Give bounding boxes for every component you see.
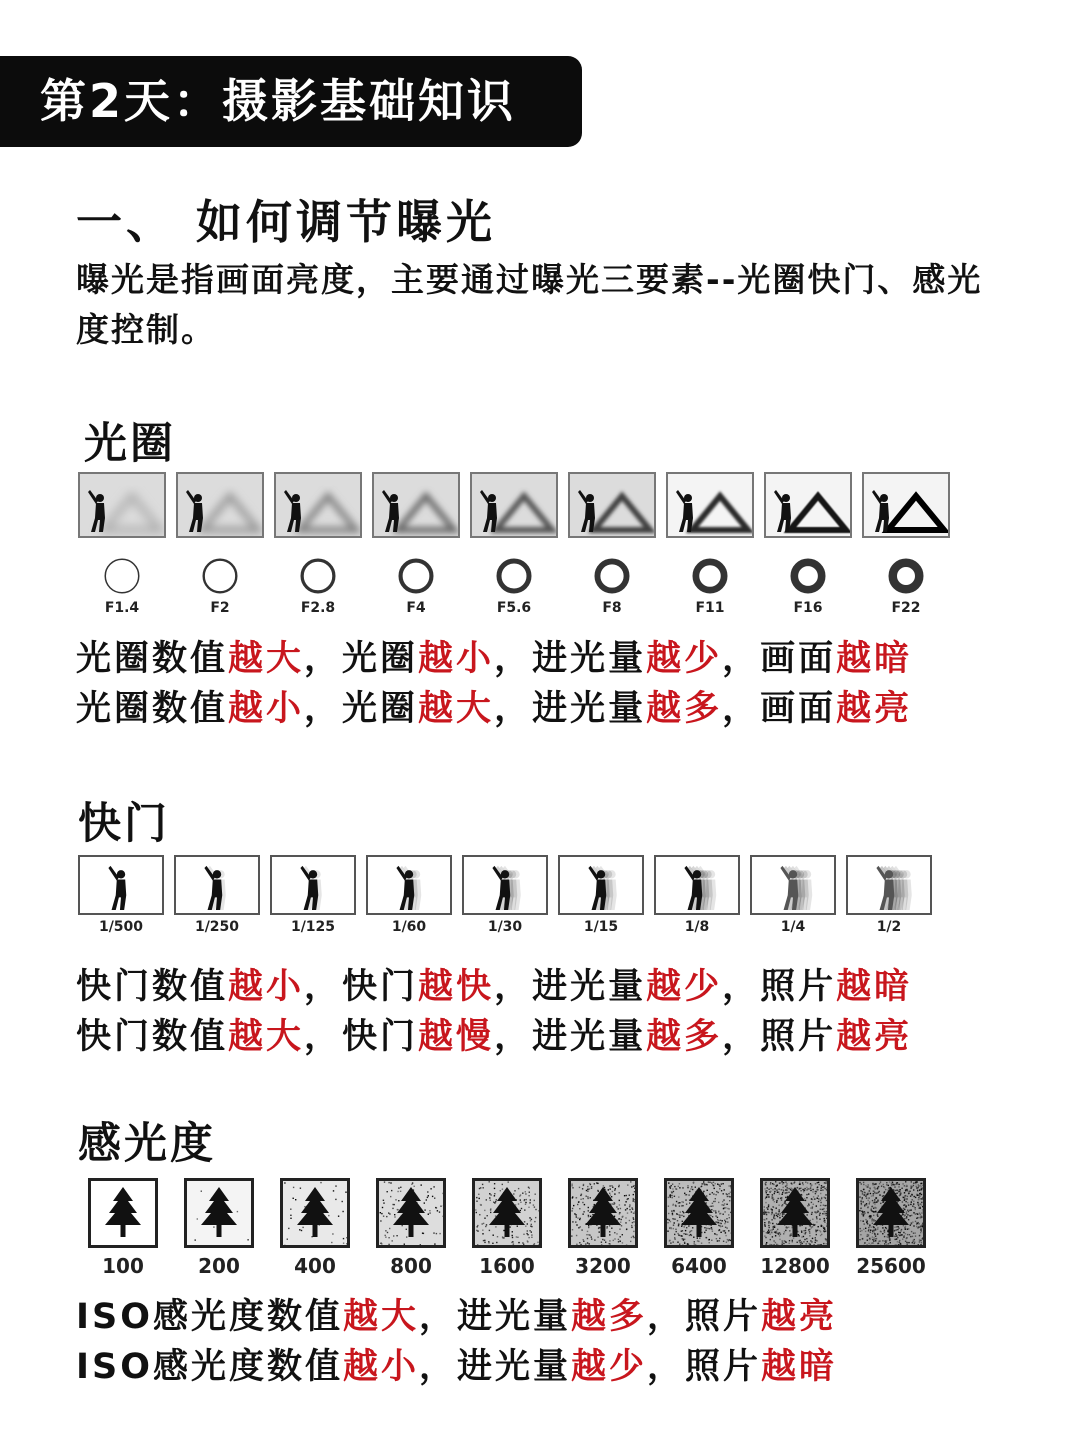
- iso-item: [80, 1178, 166, 1278]
- iso-sample-image: [280, 1178, 350, 1248]
- aperture-item: [470, 472, 558, 616]
- iso-item: [464, 1178, 550, 1278]
- iso-label: 200: [198, 1254, 240, 1278]
- aperture-circle-icon: [592, 556, 632, 596]
- highlight-text: 越大: [228, 1017, 305, 1057]
- shutter-label: 1/500: [98, 919, 144, 935]
- highlight-text: 越少: [646, 639, 723, 679]
- aperture-rule-1: [76, 634, 912, 684]
- shutter-sample-image: [78, 855, 164, 915]
- aperture-item: [372, 472, 460, 616]
- highlight-text: 越小: [228, 689, 305, 729]
- shutter-item: [558, 855, 644, 935]
- shutter-sample-image: [750, 855, 836, 915]
- banner-title: 第2天：摄影基础知识: [40, 74, 517, 128]
- shutter-item: [270, 855, 356, 935]
- highlight-text: 越多: [646, 689, 723, 729]
- iso-sample-image: [760, 1178, 830, 1248]
- highlight-text: 越大: [342, 1297, 419, 1337]
- shutter-item: [654, 855, 740, 935]
- highlight-text: 越亮: [761, 1297, 838, 1337]
- aperture-item: [666, 472, 754, 616]
- aperture-circle-icon: [396, 556, 436, 596]
- rule-text: ，光圈: [304, 689, 419, 729]
- rule-text: ，快门: [304, 1017, 419, 1057]
- iso-item: [560, 1178, 646, 1278]
- highlight-text: 越快: [418, 967, 495, 1007]
- aperture-sample-image: [470, 472, 558, 538]
- rule-text: ，照片: [722, 1017, 837, 1057]
- aperture-sample-image: [274, 472, 362, 538]
- rule-text: ，照片: [722, 967, 837, 1007]
- aperture-strip: [78, 472, 950, 616]
- aperture-sample-image: [568, 472, 656, 538]
- iso-item: [656, 1178, 742, 1278]
- highlight-text: 越多: [571, 1297, 648, 1337]
- shutter-label: 1/4: [780, 919, 806, 935]
- aperture-circle-icon: [494, 556, 534, 596]
- iso-title: 感光度: [78, 1119, 216, 1169]
- aperture-sample-image: [764, 472, 852, 538]
- aperture-sample-image: [78, 472, 166, 538]
- aperture-item: [764, 472, 852, 616]
- rule-text: ，进光量: [419, 1297, 572, 1337]
- iso-label: 25600: [856, 1254, 926, 1278]
- shutter-sample-image: [270, 855, 356, 915]
- iso-strip: [80, 1178, 934, 1278]
- highlight-text: 越少: [571, 1347, 648, 1387]
- aperture-circle-icon: [102, 556, 142, 596]
- shutter-strip: [78, 855, 932, 935]
- iso-rule-2: [76, 1342, 837, 1392]
- shutter-item: [366, 855, 452, 935]
- shutter-title: 快门: [78, 799, 170, 849]
- shutter-rule-2: [76, 1012, 912, 1062]
- shutter-item: [846, 855, 932, 935]
- aperture-circle-icon: [690, 556, 730, 596]
- intro-paragraph: 曝光是指画面亮度，主要通过曝光三要素--光圈快门、感光度控制。: [76, 260, 983, 349]
- shutter-label: 1/125: [290, 919, 336, 935]
- iso-label: 100: [102, 1254, 144, 1278]
- iso-sample-image: [472, 1178, 542, 1248]
- aperture-circle-icon: [886, 556, 926, 596]
- iso-rule-1: [76, 1292, 837, 1342]
- iso-label: 400: [294, 1254, 336, 1278]
- iso-label: 1600: [479, 1254, 535, 1278]
- iso-item: [752, 1178, 838, 1278]
- rule-text: ，进光量: [494, 967, 647, 1007]
- aperture-sample-image: [176, 472, 264, 538]
- iso-sample-image: [376, 1178, 446, 1248]
- rule-text: ，进光量: [419, 1347, 572, 1387]
- aperture-title: 光圈: [84, 419, 176, 469]
- shutter-label: 1/8: [684, 919, 710, 935]
- iso-item: [272, 1178, 358, 1278]
- aperture-label: F22: [891, 600, 921, 616]
- aperture-item: [568, 472, 656, 616]
- shutter-label: 1/30: [487, 919, 523, 935]
- rule-text: ，进光量: [494, 1017, 647, 1057]
- shutter-label: 1/250: [194, 919, 240, 935]
- shutter-label: 1/15: [583, 919, 619, 935]
- aperture-label: F2.8: [300, 600, 336, 616]
- aperture-item: [176, 472, 264, 616]
- iso-label: 800: [390, 1254, 432, 1278]
- highlight-text: 越亮: [836, 1017, 913, 1057]
- shutter-item: [750, 855, 836, 935]
- iso-item: [848, 1178, 934, 1278]
- rule-text: ，快门: [304, 967, 419, 1007]
- shutter-label: 1/2: [876, 919, 902, 935]
- aperture-item: [78, 472, 166, 616]
- shutter-sample-image: [366, 855, 452, 915]
- day-banner: [0, 56, 582, 147]
- section-heading: 一、 如何调节曝光: [76, 195, 497, 249]
- aperture-label: F5.6: [496, 600, 532, 616]
- aperture-item: [862, 472, 950, 616]
- shutter-item: [174, 855, 260, 935]
- aperture-circle-icon: [298, 556, 338, 596]
- rule-text: ，光圈: [304, 639, 419, 679]
- shutter-label: 1/60: [391, 919, 427, 935]
- shutter-rule-1: [76, 962, 912, 1012]
- shutter-sample-image: [654, 855, 740, 915]
- highlight-text: 越亮: [836, 689, 913, 729]
- highlight-text: 越暗: [836, 639, 913, 679]
- iso-label: 3200: [575, 1254, 631, 1278]
- iso-sample-image: [184, 1178, 254, 1248]
- aperture-rule-2: [76, 684, 912, 734]
- highlight-text: 越少: [646, 967, 723, 1007]
- rule-text: ISO感光度数值: [76, 1297, 343, 1337]
- highlight-text: 越小: [228, 967, 305, 1007]
- highlight-text: 越大: [228, 639, 305, 679]
- aperture-item: [274, 472, 362, 616]
- rule-text: ，画面: [722, 689, 837, 729]
- iso-sample-image: [664, 1178, 734, 1248]
- rule-text: ，照片: [647, 1347, 762, 1387]
- rule-text: 光圈数值: [76, 639, 229, 679]
- rule-text: 快门数值: [76, 967, 229, 1007]
- aperture-label: F4: [406, 600, 426, 616]
- aperture-circle-icon: [200, 556, 240, 596]
- iso-item: [368, 1178, 454, 1278]
- aperture-label: F11: [695, 600, 725, 616]
- highlight-text: 越暗: [761, 1347, 838, 1387]
- aperture-label: F1.4: [104, 600, 140, 616]
- highlight-text: 越小: [342, 1347, 419, 1387]
- shutter-item: [78, 855, 164, 935]
- rule-text: ，照片: [647, 1297, 762, 1337]
- highlight-text: 越大: [418, 689, 495, 729]
- aperture-circle-icon: [788, 556, 828, 596]
- shutter-sample-image: [174, 855, 260, 915]
- iso-label: 12800: [760, 1254, 830, 1278]
- iso-sample-image: [856, 1178, 926, 1248]
- shutter-item: [462, 855, 548, 935]
- aperture-sample-image: [862, 472, 950, 538]
- rule-text: ，进光量: [494, 639, 647, 679]
- iso-sample-image: [568, 1178, 638, 1248]
- aperture-sample-image: [372, 472, 460, 538]
- rule-text: ，进光量: [494, 689, 647, 729]
- rule-text: ISO感光度数值: [76, 1347, 343, 1387]
- aperture-label: F16: [793, 600, 823, 616]
- iso-sample-image: [88, 1178, 158, 1248]
- highlight-text: 越小: [418, 639, 495, 679]
- aperture-label: F8: [602, 600, 622, 616]
- rule-text: 快门数值: [76, 1017, 229, 1057]
- highlight-text: 越慢: [418, 1017, 495, 1057]
- iso-item: [176, 1178, 262, 1278]
- rule-text: ，画面: [722, 639, 837, 679]
- rule-text: 光圈数值: [76, 689, 229, 729]
- shutter-sample-image: [846, 855, 932, 915]
- aperture-sample-image: [666, 472, 754, 538]
- aperture-label: F2: [210, 600, 230, 616]
- shutter-sample-image: [462, 855, 548, 915]
- iso-label: 6400: [671, 1254, 727, 1278]
- shutter-sample-image: [558, 855, 644, 915]
- highlight-text: 越多: [646, 1017, 723, 1057]
- highlight-text: 越暗: [836, 967, 913, 1007]
